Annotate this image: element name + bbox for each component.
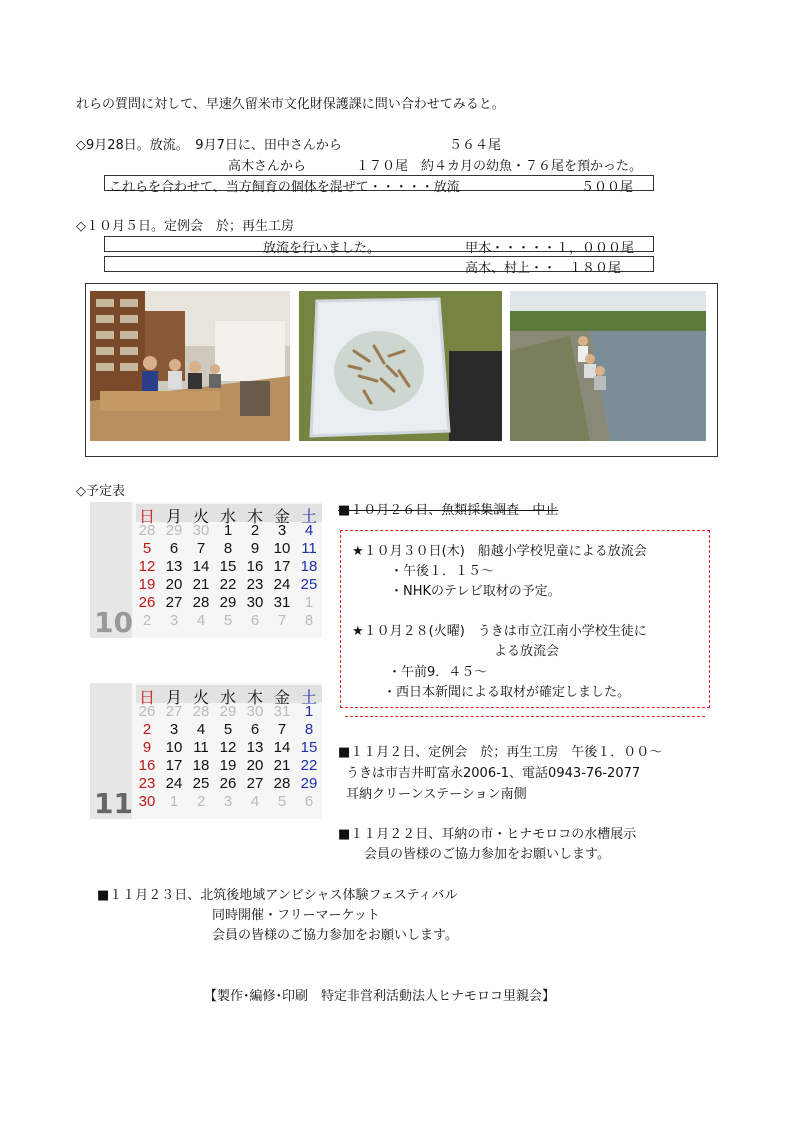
- calendar-day: 2: [196, 793, 206, 810]
- sept28-boxed-count: ５００尾: [581, 180, 634, 195]
- sept28-heading: ◇9月28日。放流。 9月7日に、田中さんから: [76, 138, 342, 153]
- calendar-day: 1: [304, 594, 314, 611]
- calendar-day: 22: [219, 576, 237, 593]
- calendar-day: 28: [192, 703, 210, 720]
- calendar-day: 12: [219, 739, 237, 756]
- event-nov2-title: ■１１月２日、定例会 於；再生工房 午後１．００～: [338, 745, 663, 760]
- calendar-day: 29: [300, 775, 318, 792]
- calendar-day: 14: [192, 558, 210, 575]
- event-oct28-title: ★１０月２８(火曜) うきは市立江南小学校生徒に: [352, 624, 647, 639]
- oct5-heading: ◇１０月５日。定例会 於；再生工房: [76, 219, 294, 234]
- event-nov23-title: ■１１月２３日、北筑後地域アンビシャス体験フェスティバル: [97, 888, 458, 903]
- calendar-day: 15: [219, 558, 237, 575]
- calendar-day: 28: [138, 522, 156, 539]
- calendar-weekday-header: 金: [273, 688, 290, 707]
- calendar-day: 8: [223, 540, 233, 557]
- calendar-day: 20: [165, 576, 183, 593]
- calendar-day: 3: [277, 522, 287, 539]
- calendar-day: 6: [169, 540, 179, 557]
- calendar-weekday-header: 木: [246, 507, 263, 526]
- photo-meeting-room: [90, 291, 290, 441]
- oct5-row1: [104, 236, 654, 256]
- calendar-day: 18: [300, 558, 318, 575]
- calendar-day: 30: [192, 522, 210, 539]
- calendar-day: 27: [165, 703, 183, 720]
- calendar-day: 18: [192, 757, 210, 774]
- calendar-day: 3: [223, 793, 233, 810]
- calendar-day: 7: [277, 721, 287, 738]
- calendar-day: 16: [246, 558, 264, 575]
- calendar-day: 10: [273, 540, 291, 557]
- oct5-row2: [104, 256, 654, 276]
- calendar-day: 9: [250, 540, 260, 557]
- calendar-day: 6: [304, 793, 314, 810]
- calendar-weekday-header: 火: [192, 688, 209, 707]
- sept28-line2a: 高木さんから: [228, 159, 307, 174]
- calendar-day: 31: [273, 703, 291, 720]
- calendar-day: 1: [304, 703, 314, 720]
- calendar-day: 26: [219, 775, 237, 792]
- calendar-day: 30: [246, 703, 264, 720]
- calendar-day: 8: [304, 721, 314, 738]
- highlight-divider: [345, 716, 705, 717]
- calendar-day: 4: [304, 522, 314, 539]
- calendar-weekday-header: 土: [300, 507, 317, 526]
- calendar-day: 11: [301, 540, 317, 557]
- calendar-day: 10: [165, 739, 183, 756]
- calendar-day: 4: [196, 612, 206, 629]
- sept28-line2b: １７０尾 約４カ月の幼魚・７６尾を預かった。: [356, 159, 643, 174]
- calendar-day: 13: [246, 739, 264, 756]
- calendar-day: 5: [277, 793, 287, 810]
- calendar-day: 23: [246, 576, 264, 593]
- event-oct30-note: ・NHKのテレビ取材の予定。: [390, 584, 561, 599]
- photo-fish-container: [299, 291, 502, 441]
- calendar-day: 17: [273, 558, 291, 575]
- calendar-weekday-header: 月: [165, 507, 182, 526]
- calendar-day: 15: [300, 739, 318, 756]
- calendar-weekday-header: 日: [138, 507, 155, 526]
- calendar-day: 3: [169, 721, 179, 738]
- schedule-label: ◇予定表: [76, 484, 125, 499]
- event-nov23-sub: 同時開催・フリーマーケット: [212, 908, 380, 923]
- calendar-day: 8: [304, 612, 314, 629]
- calendar-day: 21: [192, 576, 210, 593]
- calendar-day: 5: [223, 721, 233, 738]
- sept28-boxed-text: これらを合わせて、当方飼育の個体を混ぜて・・・・・放流: [109, 180, 460, 195]
- calendar-day: 11: [193, 739, 209, 756]
- calendar-day: 19: [219, 757, 237, 774]
- event-oct30-time: ・午後１．１５～: [390, 564, 495, 579]
- calendar-weekday-header: 水: [219, 688, 236, 707]
- intro-text: れらの質問に対して、早速久留米市文化財保護課に問い合わせてみると。: [76, 97, 505, 112]
- calendar-day: 27: [246, 775, 264, 792]
- calendar-day: 2: [250, 522, 260, 539]
- calendar-day: 1: [169, 793, 179, 810]
- calendar-day: 2: [142, 612, 152, 629]
- calendar-day: 13: [165, 558, 183, 575]
- calendar-weekday-header: 金: [273, 507, 290, 526]
- event-nov23-note: 会員の皆様のご協力参加をお願いします。: [212, 928, 458, 943]
- event-oct26-cancelled: ■１０月２６日、魚類採集調査 中止: [338, 503, 559, 518]
- calendar-day: 26: [138, 703, 156, 720]
- photo-frame: [85, 283, 718, 457]
- calendar-weekday-header: 木: [246, 688, 263, 707]
- calendar-day: 16: [138, 757, 156, 774]
- calendar-weekday-header: 火: [192, 507, 209, 526]
- calendar-day: 23: [138, 775, 156, 792]
- calendar-day: 4: [196, 721, 206, 738]
- calendar-day: 1: [223, 522, 233, 539]
- calendar-weekday-header: 月: [165, 688, 182, 707]
- calendar-day: 24: [165, 775, 183, 792]
- calendar-day: 29: [219, 594, 237, 611]
- calendar-day: 25: [192, 775, 210, 792]
- footer-credit: 【製作･編修･印刷 特定非営利活動法人ヒナモロコ里親会】: [204, 989, 556, 1004]
- calendar-weekday-header: 日: [138, 688, 155, 707]
- event-oct30-title: ★１０月３０日(木) 船越小学校児童による放流会: [352, 544, 647, 559]
- calendar-day: 3: [169, 612, 179, 629]
- event-oct28-note: ・西日本新聞による取材が確定しました。: [383, 685, 631, 700]
- sept28-boxed-row: [104, 175, 654, 195]
- calendar-october: [90, 502, 322, 638]
- calendar-day: 24: [273, 576, 291, 593]
- calendar-day: 6: [250, 612, 260, 629]
- calendar-day: 2: [142, 721, 152, 738]
- calendar-day: 22: [300, 757, 318, 774]
- event-nov22-note: 会員の皆様のご協力参加をお願いします。: [364, 847, 610, 862]
- calendar-day: 26: [138, 594, 156, 611]
- calendar-day: 5: [223, 612, 233, 629]
- calendar-day: 28: [273, 775, 291, 792]
- calendar-day: 31: [273, 594, 291, 611]
- calendar-weekday-header: 土: [300, 688, 317, 707]
- calendar-day: 30: [246, 594, 264, 611]
- calendar-day: 30: [138, 793, 156, 810]
- oct5-row1-count: 甲木・・・・・１，０００尾: [465, 241, 635, 256]
- calendar-day: 6: [250, 721, 260, 738]
- sept28-count1: ５６４尾: [449, 138, 502, 153]
- calendar-day: 29: [165, 522, 183, 539]
- oct5-row1-text: 放流を行いました。: [263, 241, 381, 256]
- calendar-day: 12: [138, 558, 156, 575]
- event-oct28-time: ・午前9．４５～: [388, 665, 488, 680]
- calendar-day: 9: [142, 739, 152, 756]
- photo-river-release: [510, 291, 706, 441]
- calendar-day: 25: [300, 576, 318, 593]
- calendar-day: 20: [246, 757, 264, 774]
- event-nov22-title: ■１１月２２日、耳納の市・ヒナモロコの水槽展示: [338, 827, 637, 842]
- calendar-day: 29: [219, 703, 237, 720]
- calendar-day: 19: [138, 576, 156, 593]
- event-oct28-title-cont: よる放流会: [494, 644, 560, 659]
- calendar-weekday-header: 水: [219, 507, 236, 526]
- calendar-day: 5: [142, 540, 152, 557]
- calendar-day: 28: [192, 594, 210, 611]
- calendar-day: 14: [273, 739, 291, 756]
- calendar-day: 4: [250, 793, 260, 810]
- calendar-day: 17: [165, 757, 183, 774]
- calendar-day: 7: [196, 540, 206, 557]
- calendar-month-number: 10: [94, 606, 133, 639]
- calendar-november: [90, 683, 322, 819]
- calendar-month-number: 11: [94, 787, 133, 820]
- calendar-day: 27: [165, 594, 183, 611]
- calendar-day: 7: [277, 612, 287, 629]
- event-nov2-location: 耳納クリーンステーション南側: [346, 787, 527, 802]
- oct5-row2-count: 高木、村上・・ １８０尾: [465, 261, 622, 276]
- calendar-day: 21: [273, 757, 291, 774]
- event-nov2-address: うきは市吉井町富永2006-1、電話0943-76-2077: [346, 766, 641, 781]
